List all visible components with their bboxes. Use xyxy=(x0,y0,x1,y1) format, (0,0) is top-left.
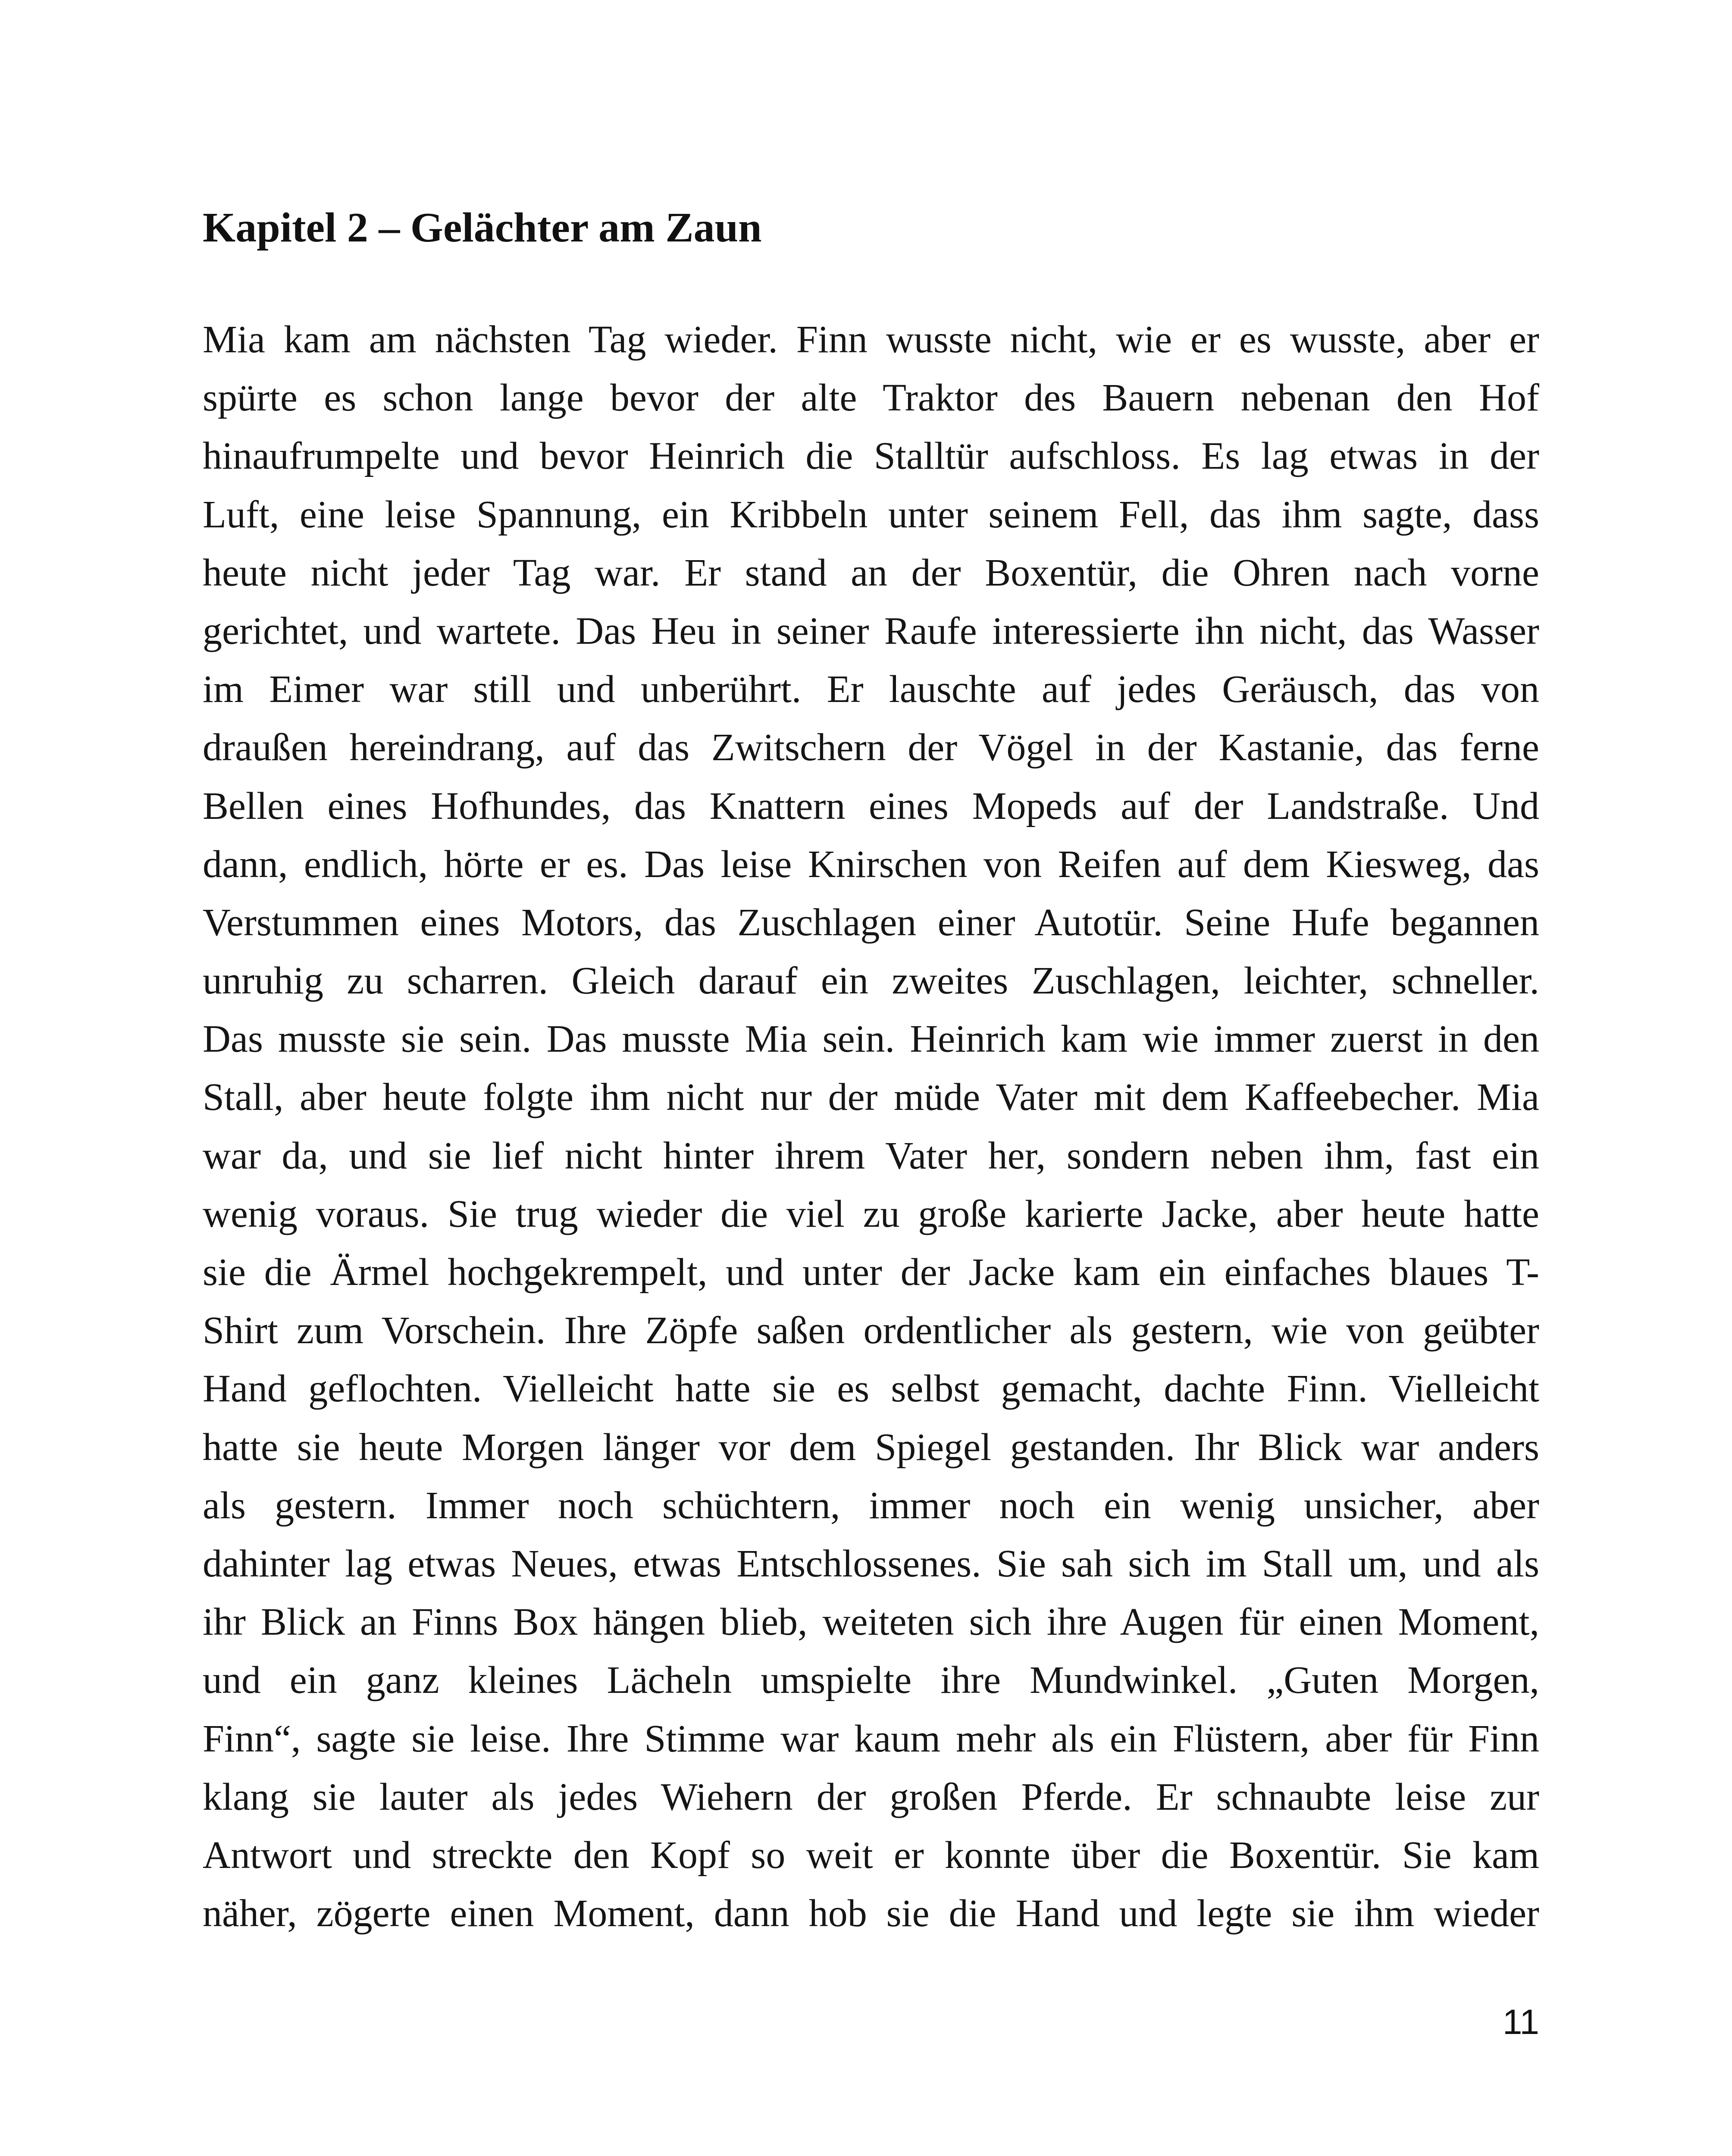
text-line: gerichtet, und wartete. Das Heu in seiner Raufe interessierte ihn nicht, das Wasser xyxy=(203,609,1539,652)
text-line: klang sie lauter als jedes Wiehern der großen Pferde. Er schnaubte leise zur xyxy=(203,1775,1539,1818)
text-line: Verstummen eines Motors, das Zuschlagen einer Autotür. Seine Hufe begannen xyxy=(203,901,1539,944)
chapter-title: Kapitel 2 – Gelächter am Zaun xyxy=(203,204,762,251)
text-line: dann, endlich, hörte er es. Das leise Knirschen von Reifen auf dem Kiesweg, das xyxy=(203,843,1539,886)
text-line: Shirt zum Vorschein. Ihre Zöpfe saßen ordentlicher als gestern, wie von geübter xyxy=(203,1309,1539,1352)
text-line: Das musste sie sein. Das musste Mia sein. Heinrich kam wie immer zuerst in den xyxy=(203,1018,1539,1061)
text-line: und ein ganz kleines Lächeln umspielte ihre Mundwinkel. „Guten Morgen, xyxy=(203,1659,1539,1702)
text-line: Stall, aber heute folgte ihm nicht nur der müde Vater mit dem Kaffeebecher. Mia xyxy=(203,1076,1539,1119)
text-line: Hand geflochten. Vielleicht hatte sie es selbst gemacht, dachte Finn. Vielleicht xyxy=(203,1367,1539,1410)
text-line: Bellen eines Hofhundes, das Knattern eines Mopeds auf der Landstraße. Und xyxy=(203,784,1539,827)
text-line: hinaufrumpelte und bevor Heinrich die Stalltür aufschloss. Es lag etwas in der xyxy=(203,435,1539,478)
text-line: hatte sie heute Morgen länger vor dem Spiegel gestanden. Ihr Blick war anders xyxy=(203,1426,1539,1469)
text-line: Antwort und streckte den Kopf so weit er konnte über die Boxentür. Sie kam xyxy=(203,1833,1539,1877)
text-line: draußen hereindrang, auf das Zwitschern der Vögel in der Kastanie, das ferne xyxy=(203,726,1539,769)
text-line: heute nicht jeder Tag war. Er stand an der Boxentür, die Ohren nach vorne xyxy=(203,551,1539,594)
text-line: spürte es schon lange bevor der alte Traktor des Bauern nebenan den Hof xyxy=(203,376,1539,420)
text-line: im Eimer war still und unberührt. Er lauschte auf jedes Geräusch, das von xyxy=(203,668,1539,711)
text-line: näher, zögerte einen Moment, dann hob sie die Hand und legte sie ihm wieder xyxy=(203,1892,1539,1935)
page-number: 11 xyxy=(1502,2002,1539,2042)
text-line: unruhig zu scharren. Gleich darauf ein zweites Zuschlagen, leichter, schneller. xyxy=(203,959,1539,1003)
text-line: Mia kam am nächsten Tag wieder. Finn wusste nicht, wie er es wusste, aber er xyxy=(203,318,1539,361)
text-line: dahinter lag etwas Neues, etwas Entschlossenes. Sie sah sich im Stall um, und als xyxy=(203,1542,1539,1585)
text-line: Finn“, sagte sie leise. Ihre Stimme war kaum mehr als ein Flüstern, aber für Finn xyxy=(203,1717,1539,1760)
text-line: ihr Blick an Finns Box hängen blieb, weiteten sich ihre Augen für einen Moment, xyxy=(203,1601,1539,1644)
text-line: als gestern. Immer noch schüchtern, immer noch ein wenig unsicher, aber xyxy=(203,1484,1539,1527)
text-line: war da, und sie lief nicht hinter ihrem Vater her, sondern neben ihm, fast ein xyxy=(203,1134,1539,1177)
text-line: wenig voraus. Sie trug wieder die viel zu große karierte Jacke, aber heute hatte xyxy=(203,1192,1539,1235)
text-line: Luft, eine leise Spannung, ein Kribbeln unter seinem Fell, das ihm sagte, dass xyxy=(203,493,1539,536)
text-line: sie die Ärmel hochgekrempelt, und unter der Jacke kam ein einfaches blaues T- xyxy=(203,1251,1539,1294)
body-text xyxy=(203,310,1539,1943)
